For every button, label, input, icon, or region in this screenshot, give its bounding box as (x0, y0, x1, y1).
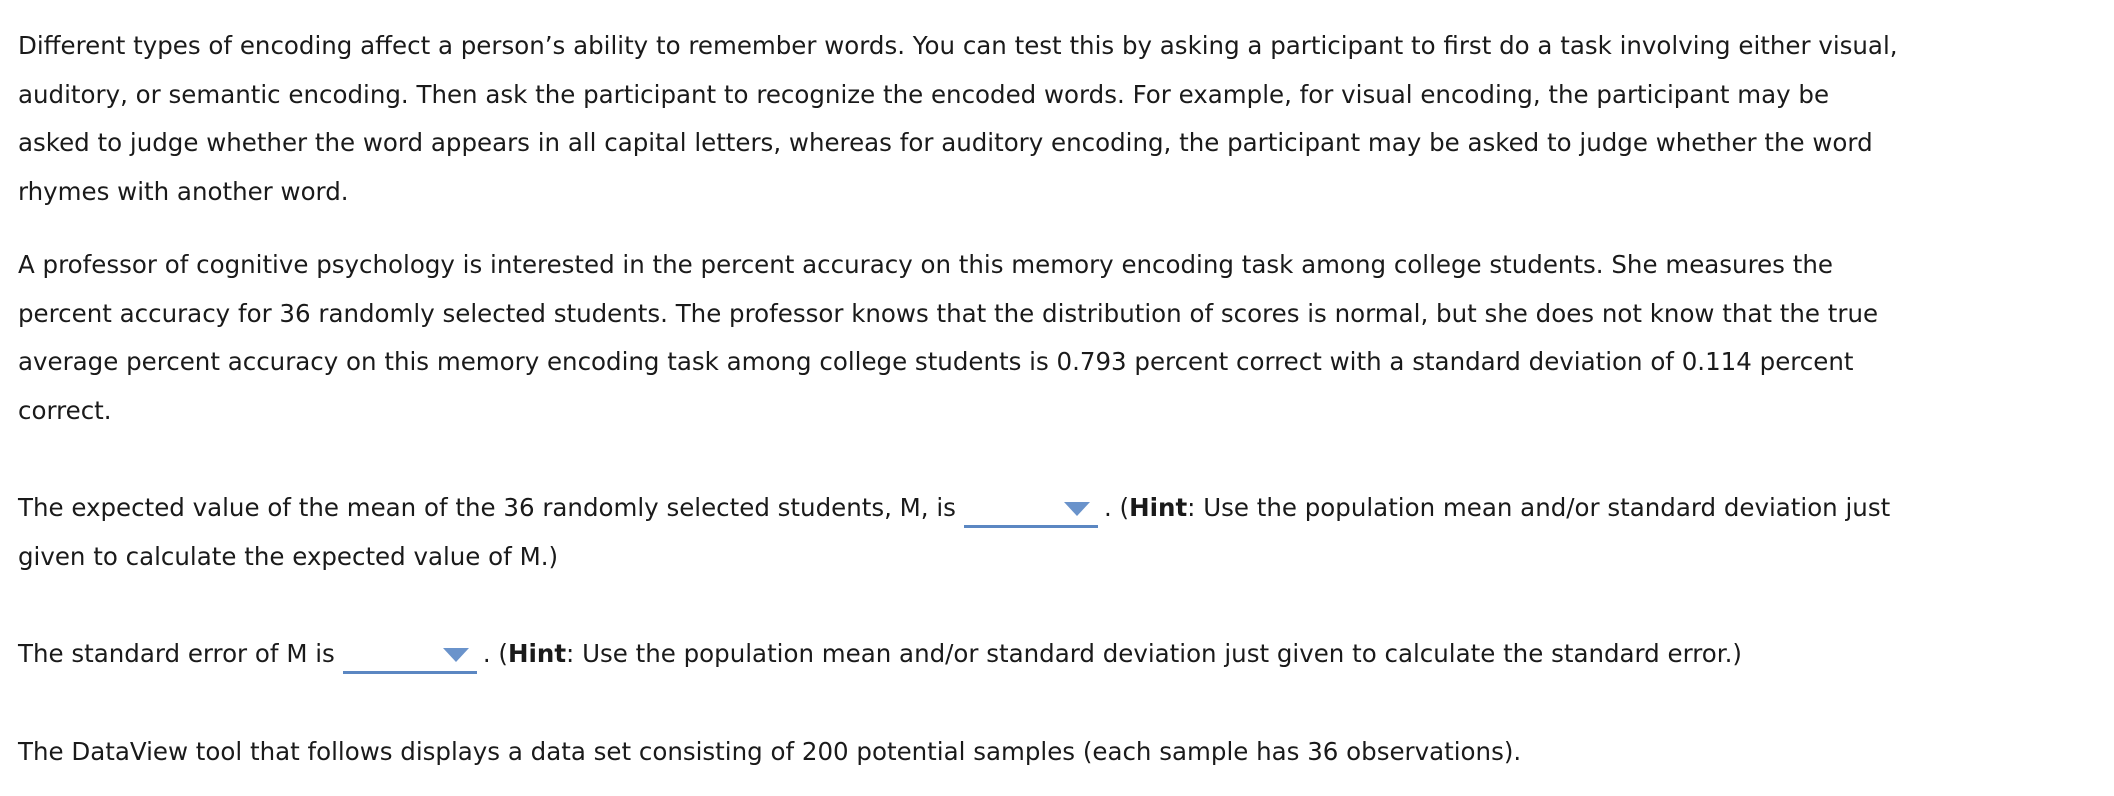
expected-value-hint-open: . ( (1103, 493, 1130, 522)
standard-error-prompt: The standard error of M is (18, 639, 335, 668)
expected-value-prompt: The expected value of the mean of the 36 randomly selected students, M, is (18, 493, 956, 522)
caret-down-icon (1064, 502, 1090, 516)
standard-error-hint-label: Hint (507, 639, 567, 668)
standard-error-dropdown[interactable] (343, 640, 477, 674)
standard-error-hint-open: . ( (482, 639, 508, 668)
question-content (18, 22, 1898, 776)
expected-value-hint-text: : Use the population mean and/or standard deviation just given to calculate the expected value of M.) (18, 493, 1891, 571)
standard-error-question (18, 630, 1898, 679)
scenario-paragraph: A professor of cognitive psychology is interested in the percent accuracy on this memory encoding task among college students. She measures the percent accuracy for 36 randomly selected students. The professor knows that the distribution of scores is normal, but she does not know that the true average percent accuracy on this memory encoding task among college students is 0.793 percent correct with a standard deviation of 0.114 percent correct. (18, 250, 1879, 425)
standard-error-hint-text: : Use the population mean and/or standard deviation just given to calculate the standard error.) (566, 639, 1742, 668)
intro-paragraph: Different types of encoding affect a person’s ability to remember words. You can test this by asking a participant to first do a task involving either visual, auditory, or semantic encoding. Then ask the participant to recognize the encoded words. For example, for visual encoding, the participant may be asked to judge whether the word appears in all capital letters, whereas for auditory encoding, the participant may be asked to judge whether the word rhymes with another word. (18, 31, 1898, 206)
caret-down-icon (443, 648, 469, 662)
expected-value-hint-label: Hint (1129, 493, 1188, 522)
expected-value-dropdown[interactable] (964, 494, 1098, 528)
dataview-paragraph: The DataView tool that follows displays a data set consisting of 200 potential samples (each sample has 36 observations). (18, 736, 1522, 766)
expected-value-question (18, 484, 1898, 581)
